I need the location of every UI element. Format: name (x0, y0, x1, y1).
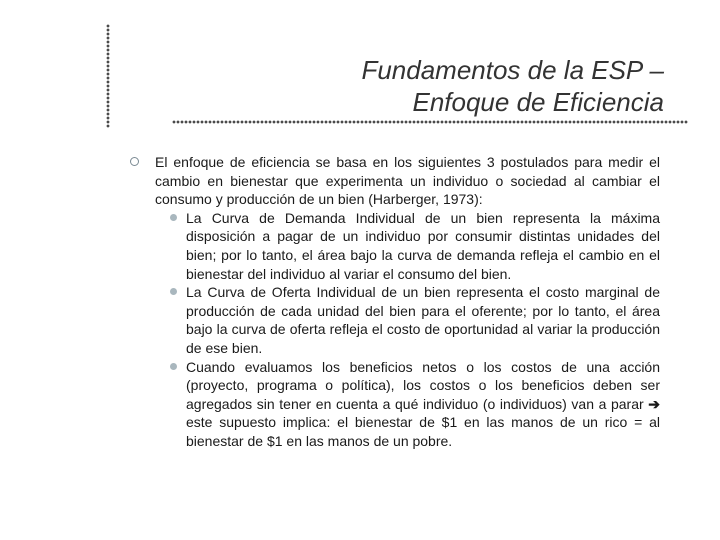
main-bullet (130, 153, 660, 209)
slide-body (130, 153, 660, 451)
point-2-text: La Curva de Oferta Individual de un bien representa el costo marginal de producción de cada unidad del bien para el oferente; por lo tanto, el área bajo la curva de oferta refleja el costo de oportunidad al variar la producción de ese bien. (186, 284, 660, 356)
ring-bullet-icon (130, 157, 139, 166)
point-1-text: La Curva de Demanda Individual de un bien representa la máxima disposición a pagar de un individuo por consumir distintas unidades del bien; por lo tanto, el área bajo la curva de demanda refleja el cambio en el bienestar del individuo al variar el consumo del bien. (186, 209, 660, 282)
intro-text: El enfoque de eficiencia se basa en los siguientes 3 postulados para medir el cambio en bienestar que experimenta un individuo o sociedad al cambiar el consumo y producción de un bien (Harberger, 1973): (155, 154, 660, 208)
slide-title (361, 54, 664, 118)
dot-bullet-icon (170, 363, 177, 370)
title-line-2: Enfoque de Eficiencia (412, 87, 664, 117)
sub-bullet-supply (130, 283, 660, 357)
right-arrow-icon: ➔ (648, 395, 660, 412)
point-3-tail: este supuesto implica: el bienestar de $1 en las manos de un rico = al bienestar de $1 en las manos de un pobre. (186, 414, 660, 449)
horizontal-dotted-rule (172, 120, 688, 124)
dot-bullet-icon (170, 288, 177, 295)
title-line-1: Fundamentos de la ESP – (361, 55, 664, 85)
sub-bullet-demand (130, 209, 660, 283)
sub-bullet-aggregation (130, 358, 660, 451)
point-3-text: Cuando evaluamos los beneficios netos o los costos de una acción (proyecto, programa o política), los costos o los beneficios deben ser agregados sin tener en cuenta a qué individuo (o individuos) van a parar (186, 358, 660, 412)
vertical-dotted-rule (106, 24, 110, 128)
dot-bullet-icon (170, 214, 177, 221)
